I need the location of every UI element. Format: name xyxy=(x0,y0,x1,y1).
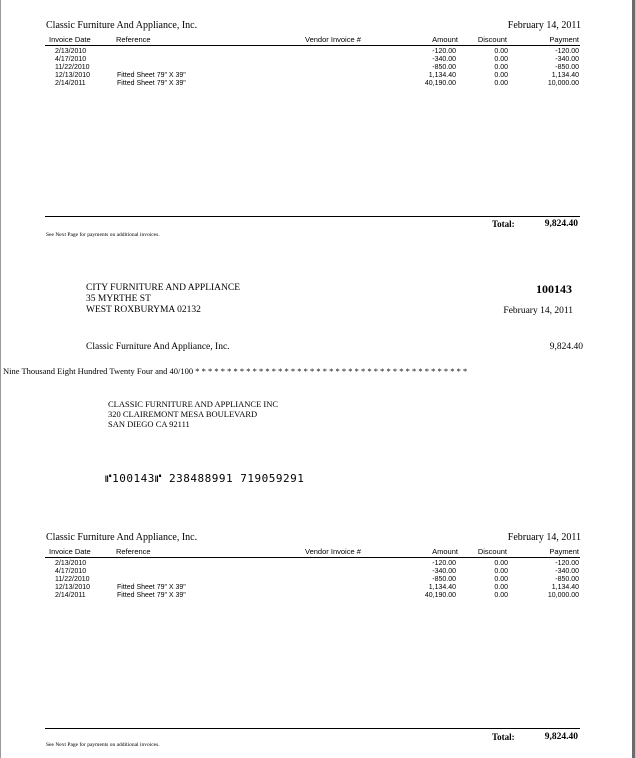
row-discount: 0.00 xyxy=(494,80,508,87)
row-payment: -850.00 xyxy=(555,576,579,583)
row-discount: 0.00 xyxy=(494,592,508,599)
stub-bottom-header-rule xyxy=(45,557,580,558)
row-amount: -340.00 xyxy=(432,568,456,575)
row-payment: -120.00 xyxy=(555,48,579,55)
row-reference: Fitted Sheet 79" X 39" xyxy=(117,584,186,591)
row-discount: 0.00 xyxy=(494,560,508,567)
stub-bottom-footer-rule xyxy=(45,728,580,729)
stub-top-footer-rule xyxy=(45,216,580,217)
row-discount: 0.00 xyxy=(494,64,508,71)
table-row xyxy=(0,56,636,64)
check-micr-line: ⑈100143⑈ 238488991 719059291 xyxy=(105,472,305,485)
col-head-reference: Reference xyxy=(116,547,151,556)
row-date: 2/14/2011 xyxy=(55,592,86,599)
col-head-invoice-date: Invoice Date xyxy=(49,547,91,556)
table-row xyxy=(0,576,636,584)
stub-bottom-total-value: 9,824.40 xyxy=(544,732,578,742)
col-head-payment: Payment xyxy=(549,547,579,556)
row-reference: Fitted Sheet 79" X 39" xyxy=(117,592,186,599)
check-date: February 14, 2011 xyxy=(503,306,573,316)
row-payment: -120.00 xyxy=(555,560,579,567)
col-head-amount: Amount xyxy=(432,547,458,556)
stub-bottom-note: See Next Page for payments on additional invoices. xyxy=(46,742,160,748)
row-payment: 10,000.00 xyxy=(547,80,579,87)
table-row xyxy=(0,584,636,592)
table-row xyxy=(0,48,636,56)
page-left-border xyxy=(0,0,1,758)
stub-top-header-rule xyxy=(45,45,580,46)
row-date: 12/13/2010 xyxy=(55,72,91,79)
table-row xyxy=(0,560,636,568)
row-amount: 40,190.00 xyxy=(424,80,456,87)
check-payer-address-1: 35 MYRTHE ST xyxy=(86,294,151,304)
row-amount: 1,134.40 xyxy=(428,584,456,591)
col-head-vendor-invoice: Vendor Invoice # xyxy=(305,547,361,556)
check-payer-address-2: WEST ROXBURYMA 02132 xyxy=(86,305,201,315)
check-payee-address-2: SAN DIEGO CA 92111 xyxy=(108,419,190,429)
row-date: 2/13/2010 xyxy=(55,560,87,567)
row-payment: -340.00 xyxy=(555,568,579,575)
table-row xyxy=(0,592,636,600)
row-reference: Fitted Sheet 79" X 39" xyxy=(117,80,186,87)
row-amount: 40,190.00 xyxy=(424,592,456,599)
col-head-invoice-date: Invoice Date xyxy=(49,35,91,44)
stub-top-note: See Next Page for payments on additional invoices. xyxy=(46,232,160,238)
stub-bottom-company: Classic Furniture And Appliance, Inc. xyxy=(46,532,198,543)
row-amount: -850.00 xyxy=(432,576,456,583)
row-date: 4/17/2010 xyxy=(55,56,87,63)
row-amount: -340.00 xyxy=(432,56,456,63)
table-row xyxy=(0,64,636,72)
row-discount: 0.00 xyxy=(494,48,508,55)
table-row xyxy=(0,80,636,88)
row-payment: -340.00 xyxy=(555,56,579,63)
row-reference: Fitted Sheet 79" X 39" xyxy=(117,72,186,79)
row-discount: 0.00 xyxy=(494,56,508,63)
table-row xyxy=(0,72,636,80)
row-date: 12/13/2010 xyxy=(55,584,91,591)
stub-bottom-date: February 14, 2011 xyxy=(507,532,581,543)
row-payment: -850.00 xyxy=(555,64,579,71)
stub-bottom-total-label: Total: xyxy=(492,732,515,742)
row-discount: 0.00 xyxy=(494,576,508,583)
stub-top-total-label: Total: xyxy=(492,219,515,229)
row-amount: 1,134.40 xyxy=(428,72,456,79)
col-head-vendor-invoice: Vendor Invoice # xyxy=(305,35,361,44)
row-payment: 1,134.40 xyxy=(551,72,579,79)
table-row xyxy=(0,568,636,576)
row-date: 11/22/2010 xyxy=(55,576,90,583)
row-discount: 0.00 xyxy=(494,72,508,79)
row-amount: -120.00 xyxy=(432,560,456,567)
row-date: 2/14/2011 xyxy=(55,80,86,87)
col-head-payment: Payment xyxy=(549,35,579,44)
check-pay-to-line: Classic Furniture And Appliance, Inc. xyxy=(86,342,230,352)
check-amount-words: Nine Thousand Eight Hundred Twenty Four and 40/100 * * * * * * * * * * * * * * * * * * * * * * * * * * * * * * * * * * * * * * * * * * * xyxy=(3,366,468,376)
col-head-reference: Reference xyxy=(116,35,151,44)
stub-top-company: Classic Furniture And Appliance, Inc. xyxy=(46,20,198,31)
row-amount: -850.00 xyxy=(432,64,456,71)
row-date: 11/22/2010 xyxy=(55,64,90,71)
row-discount: 0.00 xyxy=(494,584,508,591)
stub-top-date: February 14, 2011 xyxy=(507,20,581,31)
check-payer-name: CITY FURNITURE AND APPLIANCE xyxy=(86,283,241,293)
row-discount: 0.00 xyxy=(494,568,508,575)
stub-top-total-value: 9,824.40 xyxy=(544,219,578,229)
row-amount: -120.00 xyxy=(432,48,456,55)
check-number: 100143 xyxy=(536,282,572,296)
col-head-discount: Discount xyxy=(477,35,507,44)
col-head-amount: Amount xyxy=(432,35,458,44)
check-payee-name: CLASSIC FURNITURE AND APPLIANCE INC xyxy=(108,399,279,409)
row-payment: 10,000.00 xyxy=(547,592,579,599)
row-date: 4/17/2010 xyxy=(55,568,87,575)
check-payee-address-1: 320 CLAIREMONT MESA BOULEVARD xyxy=(108,409,258,419)
col-head-discount: Discount xyxy=(477,547,507,556)
check-amount: 9,824.40 xyxy=(549,342,583,352)
row-date: 2/13/2010 xyxy=(55,48,87,55)
row-payment: 1,134.40 xyxy=(551,584,579,591)
